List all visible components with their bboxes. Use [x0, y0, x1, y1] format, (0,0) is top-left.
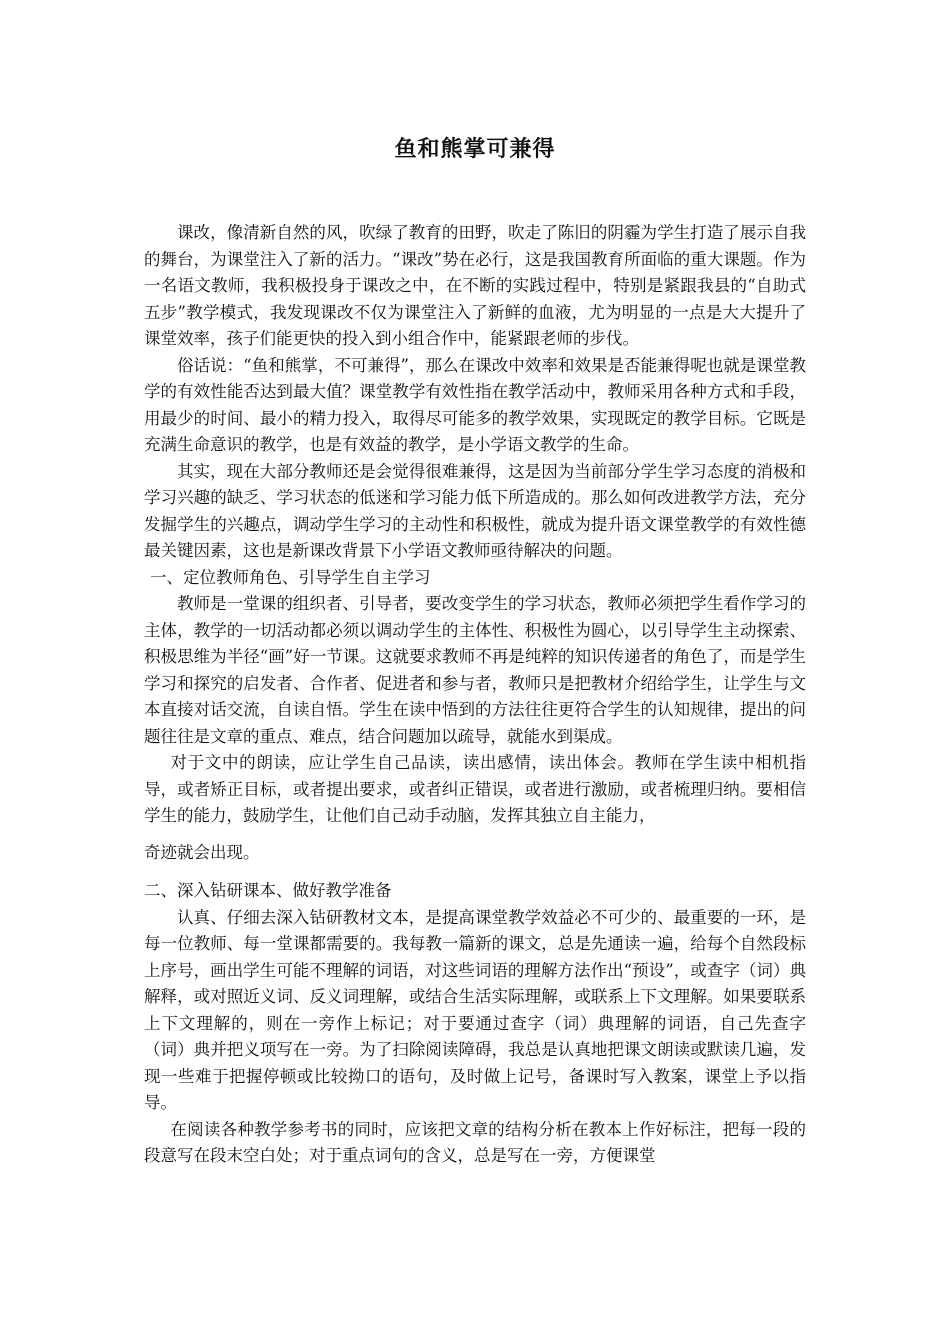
paragraph-intro: 课改，像清新自然的风，吹绿了教育的田野，吹走了陈旧的阴霾为学生打造了展示自我的舞台，为课堂注入了新的活力。“课改”势在必行，这是我国教育所面临的重大课题。作为一名语文教师，我积极投身于课改之中，在不断的实践过程中，特别是紧跟我县的“自助式五步”教学模式，我发现课改不仅为课堂注入了新鲜的血液，尤为明显的一点是大大提升了课堂效率，孩子们能更快的投入到小组合作中，能紧跟老师的步伐。	[144, 223, 806, 348]
paragraph-reading-tail: 奇迹就会出现。	[144, 842, 260, 862]
paragraph-study-textbook: 认真、仔细去深入钻研教材文本，是提高课堂教学效益必不可少的、最重要的一环，是每一位教师、每一堂课都需要的。我每教一篇新的课文，总是先通读一遍，给每个自然段标上序号，画出学生可能不理解的词语，对这些词语的理解方法作出“预设”，或查字（词）典解释，或对照近义词、反义词理解，或结合生活实际理解，或联系上下文理解。如果要联系上下文理解的，则在一旁作上标记；对于要通过查字（词）典理解的词语，自己先查字（词）典并把义项写在一旁。为了扫除阅读障碍，我总是认真地把课文朗读或默读几遍，发现一些难于把握停顿或比较拗口的语句，及时做上记号，备课时写入教案，课堂上予以指导。	[144, 907, 806, 1112]
document-body	[144, 220, 806, 1170]
paragraph-reference-books: 在阅读各种教学参考书的同时，应该把文章的结构分析在教本上作好标注，把每一段的段意写在段末空白处；对于重点词句的含义，总是写在一旁，方便课堂	[144, 1119, 806, 1165]
section-heading-2: 二、深入钻研课本、做好教学准备	[144, 881, 392, 900]
paragraph-teacher-role: 教师是一堂课的组织者、引导者，要改变学生的学习状态，教师必须把学生看作学习的主体，教学的一切活动都必须以调动学生的主体性、积极性为圆心，以引导学生主动探索、积极思维为半径“画”好一节课。这就要求教师不再是纯粹的知识传递者的角色了，而是学生学习和探究的启发者、合作者、促进者和参与者，教师只是把教材介绍给学生，让学生与文本直接对话交流，自读自悟。学生在读中悟到的方法往往更符合学生的认知规律，提出的问题往往是文章的重点、难点，结合问题加以疏导，就能水到渠成。	[144, 594, 806, 746]
paragraph-reading: 对于文中的朗读，应让学生自己品读，读出感情，读出体会。教师在学生读中相机指导，或者矫正目标，或者提出要求，或者纠正错误，或者进行激励，或者梳理归纳。要相信学生的能力，鼓励学生，让他们自己动手动脑，发挥其独立自主能力，	[144, 753, 806, 825]
section-heading-1: 一、定位教师角色、引导学生自主学习	[150, 567, 431, 587]
document-title: 鱼和熊掌可兼得	[394, 137, 556, 162]
paragraph-proverb: 俗话说：“鱼和熊掌，不可兼得”，那么在课改中效率和效果是否能兼得呢也就是课堂教学的有效性能否达到最大值？课堂教学有效性指在教学活动中，教师采用各种方式和手段，用最少的时间、最小的精力投入，取得尽可能多的教学效果，实现既定的教学目标。它既是充满生命意识的教学，也是有效益的教学，是小学语文教学的生命。	[144, 355, 806, 454]
paragraph-problem: 其实，现在大部分教师还是会觉得很难兼得，这是因为当前部分学生学习态度的消极和学习兴趣的缺乏、学习状态的低迷和学习能力低下所造成的。那么如何改进教学方法，充分发掘学生的兴趣点，调动学生学习的主动性和积极性，就成为提升语文课堂教学的有效性德最关键因素，这也是新课改背景下小学语文教师亟待解决的问题。	[144, 461, 806, 560]
